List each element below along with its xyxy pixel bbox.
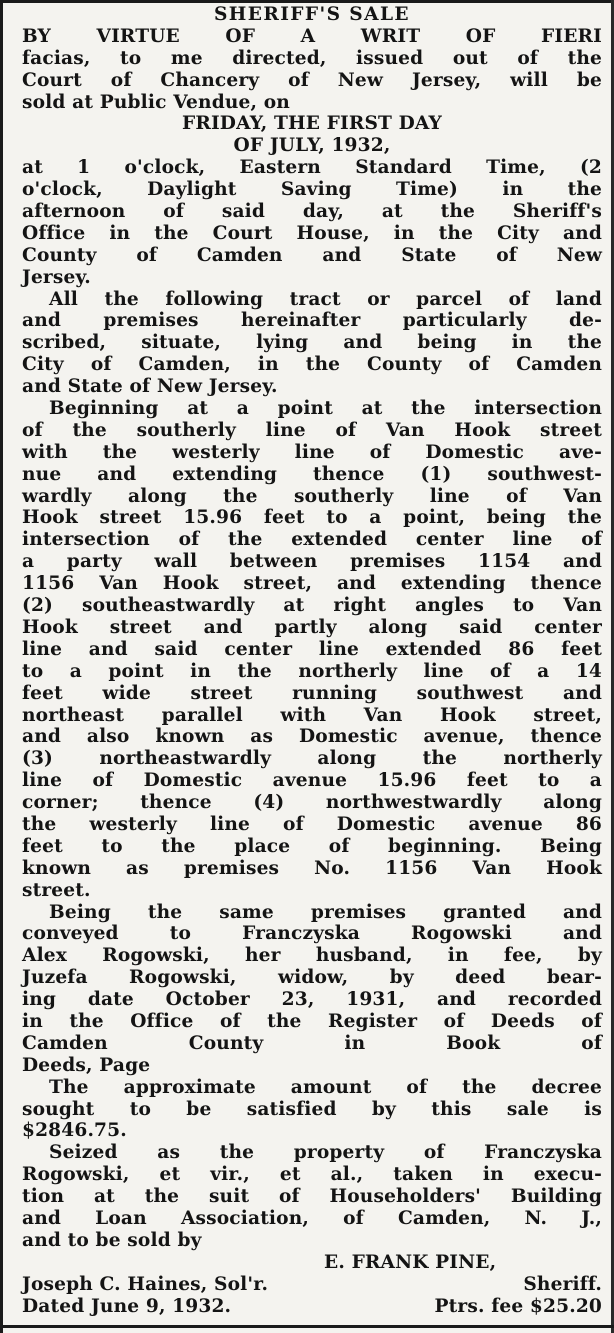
notice-line: street. [22, 879, 91, 901]
notice-line: (3) northeastwardly along the northerly [22, 748, 602, 770]
notice-line: Being the same premises granted and [49, 901, 602, 923]
notice-line: tion at the suit of Householders' Building [22, 1186, 602, 1208]
notice-line: Seized as the property of Franczyska [49, 1142, 602, 1164]
notice-line: sought to be satisfied by this sale is [22, 1098, 602, 1120]
bottom-rule [0, 1325, 614, 1328]
left-edge [0, 0, 3, 1333]
sheriff-name: E. FRANK PINE, [324, 1251, 497, 1273]
notice-line: scribed, situate, lying and being in the [22, 332, 602, 354]
printers-fee: Ptrs. fee $25.20 [434, 1295, 602, 1317]
notice-line: feet to the place of beginning. Being [22, 835, 602, 857]
notice-line: 1156 Van Hook street, and extending thence [22, 573, 602, 595]
notice-line: Hook street and partly along said center [22, 616, 602, 638]
notice-line: in the Office of the Register of Deeds of [22, 1010, 602, 1032]
notice-line: Hook street 15.96 feet to a point, being the [22, 507, 602, 529]
notice-line: sold at Public Vendue, on [22, 91, 290, 113]
notice-line: facias, to me directed, issued out of the [22, 47, 602, 69]
sale-date-line: FRIDAY, THE FIRST DAY [182, 113, 442, 135]
sale-date-line: OF JULY, 1932, [233, 135, 391, 157]
notice-line: conveyed to Franczyska Rogowski and [22, 923, 602, 945]
notice-line: and premises hereinafter particularly de- [22, 310, 602, 332]
notice-line: at 1 o'clock, Eastern Standard Time, (2 [22, 157, 602, 179]
notice-line: County of Camden and State of New [22, 244, 602, 266]
notice-line: Jersey. [22, 266, 91, 288]
sheriff-title: Sheriff. [523, 1273, 602, 1295]
notice-line: northeast parallel with Van Hook street, [22, 704, 602, 726]
notice-line: of the southerly line of Van Hook street [22, 419, 602, 441]
notice-line: BY VIRTUE OF A WRIT OF FIERI [22, 25, 602, 47]
notice-line: Juzefa Rogowski, widow, by deed bear- [22, 967, 602, 989]
notice-line: (2) southeastwardly at right angles to Van [22, 595, 602, 617]
notice-line: Office in the Court House, in the City and [22, 222, 602, 244]
notice-line: the westerly line of Domestic avenue 86 [22, 813, 602, 835]
notice-line: o'clock, Daylight Saving Time) in the [22, 179, 602, 201]
notice-line: Deeds, Page [22, 1054, 151, 1076]
notice-line: and also known as Domestic avenue, thence [22, 726, 602, 748]
notice-line: known as premises No. 1156 Van Hook [22, 857, 602, 879]
notice-line: ing date October 23, 1931, and recorded [22, 989, 602, 1011]
notice-line: line and said center line extended 86 feet [22, 638, 602, 660]
notice-line: All the following tract or parcel of land [49, 288, 602, 310]
sheriffs-sale-notice [22, 4, 602, 1317]
notice-line: and State of New Jersey. [22, 376, 278, 398]
notice-line: afternoon of said day, at the Sheriff's [22, 201, 602, 223]
notice-line: and to be sold by [22, 1229, 202, 1251]
top-rule [0, 0, 614, 3]
dated-row [22, 1296, 602, 1318]
notice-line: City of Camden, in the County of Camden [22, 354, 602, 376]
notice-line: nue and extending thence (1) southwest- [22, 463, 602, 485]
notice-line: Alex Rogowski, her husband, in fee, by [22, 945, 602, 967]
solicitor-name: Joseph C. Haines, Sol'r. [22, 1273, 269, 1295]
notice-line: Court of Chancery of New Jersey, will be [22, 69, 602, 91]
notice-line: with the westerly line of Domestic ave- [22, 441, 602, 463]
notice-line: feet wide street running southwest and [22, 682, 602, 704]
notice-line: and Loan Association, of Camden, N. J., [22, 1207, 602, 1229]
dated-text: Dated June 9, 1932. [22, 1295, 232, 1317]
notice-line: The approximate amount of the decree [49, 1076, 602, 1098]
notice-line: intersection of the extended center line of [22, 529, 602, 551]
decree-amount: $2846.75. [22, 1120, 127, 1142]
notice-line: wardly along the southerly line of Van [22, 485, 602, 507]
notice-line: corner; thence (4) northwestwardly along [22, 792, 602, 814]
notice-line: a party wall between premises 1154 and [22, 551, 602, 573]
notice-title: SHERIFF'S SALE [213, 4, 410, 25]
notice-line: line of Domestic avenue 15.96 feet to a [22, 770, 602, 792]
notice-line: Beginning at a point at the intersection [49, 398, 602, 420]
notice-line: Camden County in Book of [22, 1032, 602, 1054]
notice-line: Rogowski, et vir., et al., taken in execu- [22, 1164, 602, 1186]
notice-line: to a point in the northerly line of a 14 [22, 660, 602, 682]
solicitor-row [22, 1274, 602, 1296]
